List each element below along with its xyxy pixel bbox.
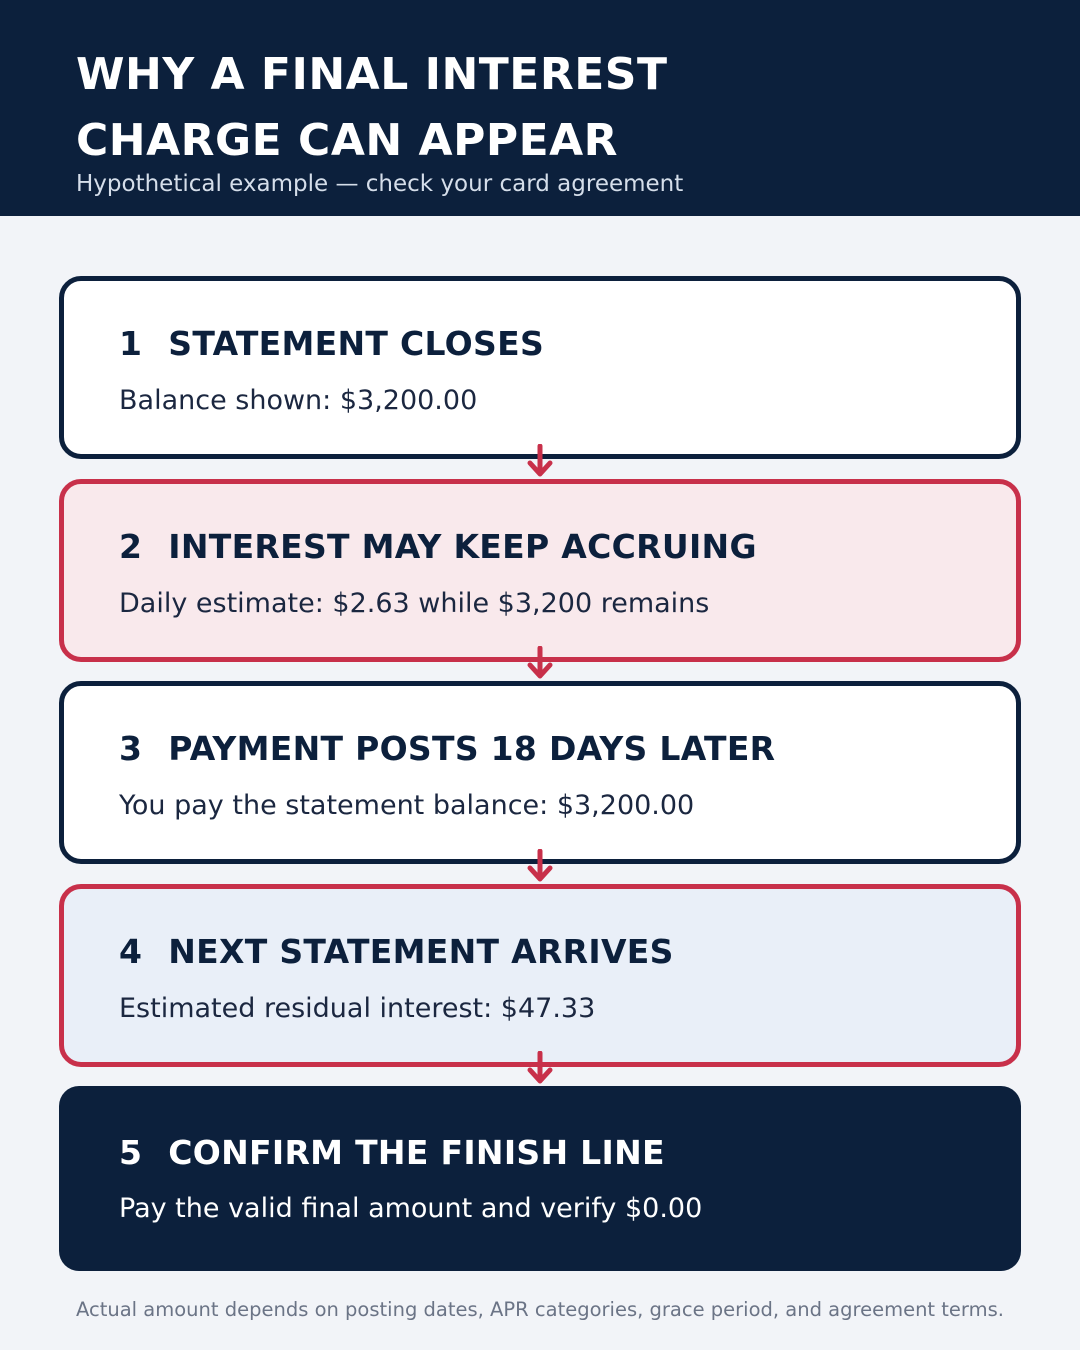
step-3-heading: [119, 728, 775, 770]
step-2-box: [59, 479, 1021, 662]
step-5-title: CONFIRM THE FINISH LINE: [168, 1133, 665, 1172]
step-1-text: Balance shown: $3,200.00: [119, 385, 478, 416]
arrow-down-icon: [526, 849, 554, 885]
title-line-1: WHY A FINAL INTEREST: [76, 49, 668, 100]
title-line-2: CHARGE CAN APPEAR: [76, 115, 619, 166]
arrow-down-icon: [526, 444, 554, 480]
step-5-box: [59, 1086, 1021, 1271]
page-subtitle: Hypothetical example — check your card agreement: [76, 171, 684, 197]
step-3-title: PAYMENT POSTS 18 DAYS LATER: [168, 729, 776, 768]
step-2-title: INTEREST MAY KEEP ACCRUING: [168, 527, 757, 566]
step-4-heading: [119, 931, 674, 973]
step-4-box: [59, 884, 1021, 1067]
step-4-number: 4: [119, 932, 143, 971]
step-1-number: 1: [119, 324, 143, 363]
arrow-down-icon: [526, 646, 554, 682]
arrow-down-icon: [526, 1051, 554, 1087]
step-3-text: You pay the statement balance: $3,200.00: [119, 790, 695, 821]
step-2-text: Daily estimate: $2.63 while $3,200 remains: [119, 588, 710, 619]
step-1-box: [59, 276, 1021, 459]
step-4-text: Estimated residual interest: $47.33: [119, 993, 596, 1024]
step-1-title: STATEMENT CLOSES: [168, 324, 545, 363]
footer-note: Actual amount depends on posting dates, APR categories, grace period, and agreement terms.: [76, 1298, 1004, 1321]
step-2-heading: [119, 526, 757, 568]
step-4-title: NEXT STATEMENT ARRIVES: [168, 932, 674, 971]
step-2-number: 2: [119, 527, 143, 566]
header-banner: [0, 0, 1080, 216]
page-title: [76, 42, 976, 174]
step-1-heading: [119, 323, 544, 365]
step-5-text: Pay the valid final amount and verify $0.00: [119, 1193, 703, 1224]
step-5-heading: [119, 1132, 665, 1174]
step-5-number: 5: [119, 1133, 143, 1172]
step-3-box: [59, 681, 1021, 864]
step-3-number: 3: [119, 729, 143, 768]
